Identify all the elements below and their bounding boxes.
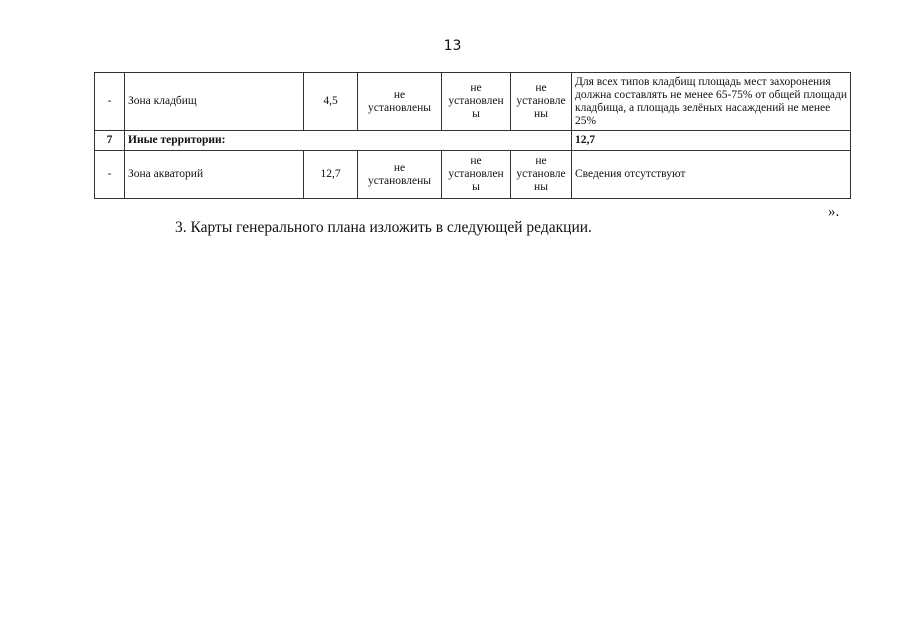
section-area: 12,7 (572, 131, 851, 151)
row-number: - (95, 73, 125, 131)
table-row-water-area (95, 151, 851, 199)
section-title: Иные территории: (125, 131, 572, 151)
zone-area: 4,5 (304, 73, 358, 131)
zone-note: Для всех типов кладбищ площадь мест захоронения должна составлять не менее 65-75% от общей площади кладбища, а площадь зелёных насаждений не менее 25% (572, 73, 851, 131)
paragraph-maps: 3. Карты генерального плана изложить в следующей редакции. (175, 219, 592, 236)
zone-note: Сведения отсутствуют (572, 151, 851, 199)
table-row-cemetery (95, 73, 851, 131)
table-row-other-territories (95, 131, 851, 151)
row-number: - (95, 151, 125, 199)
row-number: 7 (95, 131, 125, 151)
page-number: 13 (443, 38, 462, 54)
zone-param-2: не установлен ы (442, 151, 511, 199)
zone-param-1: не установлены (358, 73, 442, 131)
closing-quote: ». (828, 204, 840, 220)
zone-param-2: не установлен ы (442, 73, 511, 131)
zone-param-3: не установле ны (511, 151, 572, 199)
zone-area: 12,7 (304, 151, 358, 199)
zone-param-1: не установлены (358, 151, 442, 199)
zone-name: Зона акваторий (125, 151, 304, 199)
zone-param-3: не установле ны (511, 73, 572, 131)
zones-table (94, 72, 851, 199)
zone-name: Зона кладбищ (125, 73, 304, 131)
